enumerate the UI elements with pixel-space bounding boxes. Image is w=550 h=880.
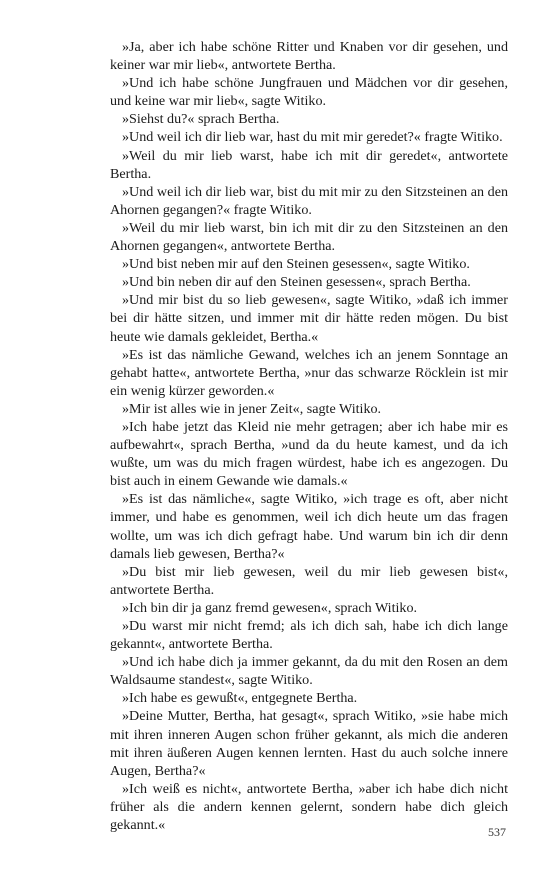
paragraph: »Ich habe es gewußt«, entgegnete Bertha. [122, 690, 358, 707]
paragraph: »Es ist das nämliche Gewand, welches ich an jenem Sonntage an gehabt hatte«, antwortete Bertha, »nur das schwarze Röcklein ist mir ein wenig kürzer geworden.« [110, 346, 508, 399]
paragraph: »Ja, aber ich habe schöne Ritter und Knaben vor dir gesehen, und keiner war mir lieb«, antwortete Bertha. [110, 39, 508, 74]
paragraph: »Du bist mir lieb gewesen, weil du mir lieb gewesen bist«, antwortete Bertha. [110, 563, 508, 598]
paragraph: »Und mir bist du so lieb gewesen«, sagte Witiko, »daß ich immer bei dir hätte sitzen, und immer mit dir hätte reden mögen. Du bist heute wie damals gekleidet, Bertha.« [110, 292, 508, 345]
paragraph: »Ich habe jetzt das Kleid nie mehr getragen; aber ich habe mir es aufbewahrt«, sprach Bertha, »und da du heute kamest, und da ich wußte, um was du mich fragen würdest, habe ich es angezogen. Du bist auch in einem Gewande wie damals.« [110, 418, 508, 490]
paragraph: »Und ich habe schöne Jungfrauen und Mädchen vor dir gesehen, und keine war mir lieb«, sagte Witiko. [110, 75, 508, 110]
paragraph: »Weil du mir lieb warst, habe ich mit dir geredet«, antwortete Bertha. [110, 147, 508, 182]
paragraph: »Weil du mir lieb warst, bin ich mit dir zu den Sitzsteinen an den Ahornen gegangen«, antwortete Bertha. [110, 219, 508, 255]
paragraph: »Siehst du?« sprach Bertha. [122, 111, 280, 128]
paragraph: »Ich bin dir ja ganz fremd gewesen«, sprach Witiko. [122, 599, 418, 616]
paragraph: »Ich weiß es nicht«, antwortete Bertha, »aber ich habe dich nicht früher als die andern kennen gelernt, sondern habe dich gleich gekannt.« [110, 780, 508, 834]
paragraph: »Du warst mir nicht fremd; als ich dich sah, habe ich dich lange gekannt«, antwortete Bertha. [110, 618, 508, 653]
paragraph: »Deine Mutter, Bertha, hat gesagt«, sprach Witiko, »sie habe mich mit ihren inneren Augen schon früher gekannt, als mich die anderen mit ihren äußeren Augen kennen lernten. Hast du auch solche innere Augen, Bertha?« [110, 708, 508, 779]
paragraph: »Mir ist alles wie in jener Zeit«, sagte Witiko. [122, 400, 382, 417]
body-text [110, 38, 508, 834]
paragraph: »Es ist das nämliche«, sagte Witiko, »ich trage es oft, aber nicht immer, und habe es genommen, weil ich dich heute um das fragen wollte, um was ich dich gefragt habe. Und warum bin ich dir denn damals lieb gewesen, Bertha?« [110, 491, 508, 562]
paragraph: »Und weil ich dir lieb war, hast du mit mir geredet?« fragte Witiko. [122, 129, 503, 146]
paragraph: »Und ich habe dich ja immer gekannt, da du mit den Rosen an dem Waldsaume standest«, sagte Witiko. [110, 654, 508, 689]
paragraph: »Und bist neben mir auf den Steinen gesessen«, sagte Witiko. [122, 256, 470, 273]
paragraph: »Und bin neben dir auf den Steinen gesessen«, sprach Bertha. [122, 274, 471, 291]
paragraph: »Und weil ich dir lieb war, bist du mit mir zu den Sitzsteinen an den Ahornen gegangen?« fragte Witiko. [110, 183, 508, 218]
page-number: 537 [488, 825, 506, 839]
